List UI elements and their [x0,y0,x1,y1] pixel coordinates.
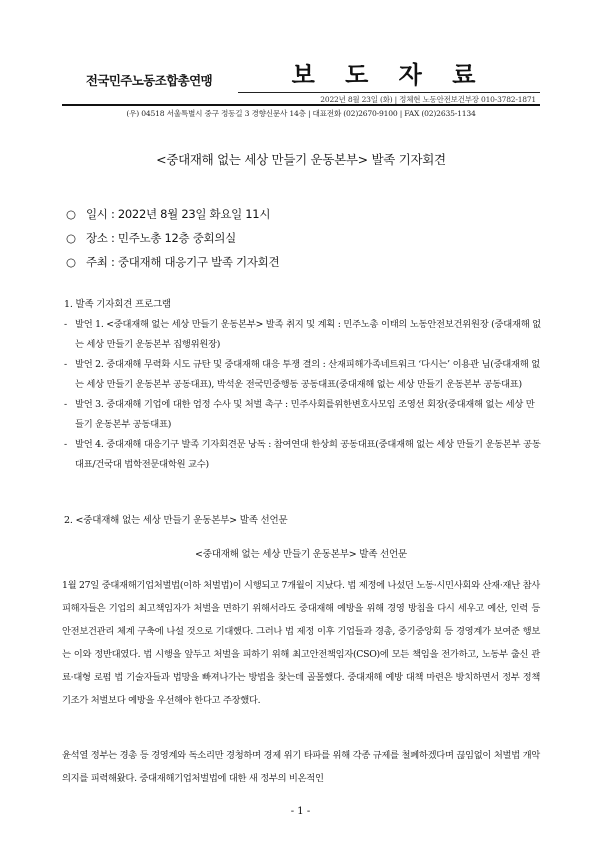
header-top [62,58,540,103]
info-text: 장소 : 민주노총 12층 중회의실 [86,231,236,245]
paragraph: 윤석열 정부는 경총 등 경영계와 독소리만 경청하며 경제 위기 타파를 위해 각종 규제를 철폐하겠다며 끊임없이 처벌법 개악 의지를 피력해왔다. 중대재해기업처벌법에 대한 새 정부의 비온적인 [62,750,540,784]
list-item: - 발언 4. 중대재해 대응기구 발족 기자회견문 낭독 : 참여연대 한상희 공동대표(중대재해 없는 세상 만들기 운동본부 공동대표/건국대 법학전문대학원 교수) [64,439,541,470]
circle-bullet-icon: ○ [66,207,76,221]
address-line: (우) 04518 서울특별시 중구 정동길 3 경향신문사 14층 | 대표전화 (02)2670-9100 | FAX (02)2635-1134 [126,109,476,118]
info-host [66,254,279,270]
title-box [238,58,540,103]
info-text: 주최 : 중대재해 대응기구 발족 기자회견 [86,255,280,269]
page-number: - 1 - [290,806,311,817]
section-1-heading: 1. 발족 기자회견 프로그램 [64,299,171,310]
info-text: 일시 : 2022년 8월 23일 화요일 11시 [86,207,271,221]
list-item: - 발언 2. 중대재해 무력화 시도 규탄 및 중대재해 대응 투쟁 결의 : 산재피해가족네트워크 ‘다시는’ 이용관 님(중대재해 없는 세상 만들기 운동본부 공동대표), 박석운 전국민중행동 공동대표(중대재해 없는 세상 만들기 운동본부 공동대표) [64,359,540,390]
press-release-header [62,58,540,118]
section-2-heading: 2. <중대재해 없는 세상 만들기 운동본부> 발족 선언문 [64,515,288,526]
info-datetime [66,206,270,222]
list-item: - 발언 3. 중대재해 기업에 대한 엄정 수사 및 처벌 촉구 : 민주사회를위한변호사모임 조영선 회장(중대재해 없는 세상 만들기 운동본부 공동대표) [64,399,535,430]
info-location [66,230,236,246]
date-contact: 2022년 8월 23일 (화) | 정체현 노동안전보건부장 010-3782-1871 [320,95,536,104]
program-list [64,315,542,475]
header-divider [62,104,540,106]
title-divider [238,92,540,93]
circle-bullet-icon: ○ [66,231,76,245]
list-item: - 발언 1. <중대재해 없는 세상 만들기 운동본부> 발족 취지 및 계획 : 민주노총 이태의 노동안전보건위원장 (중대재해 없는 세상 만들기 운동본부 집행위원장) [64,319,541,350]
main-title: <중대재해 없는 세상 만들기 운동본부> 발족 기자회견 [156,152,446,167]
circle-bullet-icon: ○ [66,255,76,269]
paragraph: 1월 27일 중대재해기업처벌법(이하 처벌법)이 시행되고 7개월이 지났다. 법 제정에 나섰던 노동·시민사회와 산재·재난 참사 피해자들은 기업의 최고책임자가 처벌을 면하기 위해서라도 중대재해 예방을 위해 경영 방침을 다시 세우고 예산, 인력 등 안전보건관리 체계 구축에 나설 것으로 기대했다. 그러나 법 제정 이후 기업들과 경총, 중기중앙회 등 경영계가 보여준 행보는 이와 정반대였다. 법 시행을 앞두고 처벌을 피하기 위해 최고안전책임자(CSO)에 모든 책임을 전가하고, 노동부 출신 관료·대형 로펌 법 기술자들과 법망을 빠져나가는 방법을 찾는데 골몰했다. 중대재해 예방 대책 마련은 방치하면서 정부 정책 기조가 처벌보다 예방을 우선해야 한다고 주장했다. [62,580,540,706]
organization-name: 전국민주노동조합총연맹 [85,73,213,88]
press-release-title: 보 도 자 료 [291,61,487,89]
declaration-title: <중대재해 없는 세상 만들기 운동본부> 발족 선언문 [195,549,407,560]
